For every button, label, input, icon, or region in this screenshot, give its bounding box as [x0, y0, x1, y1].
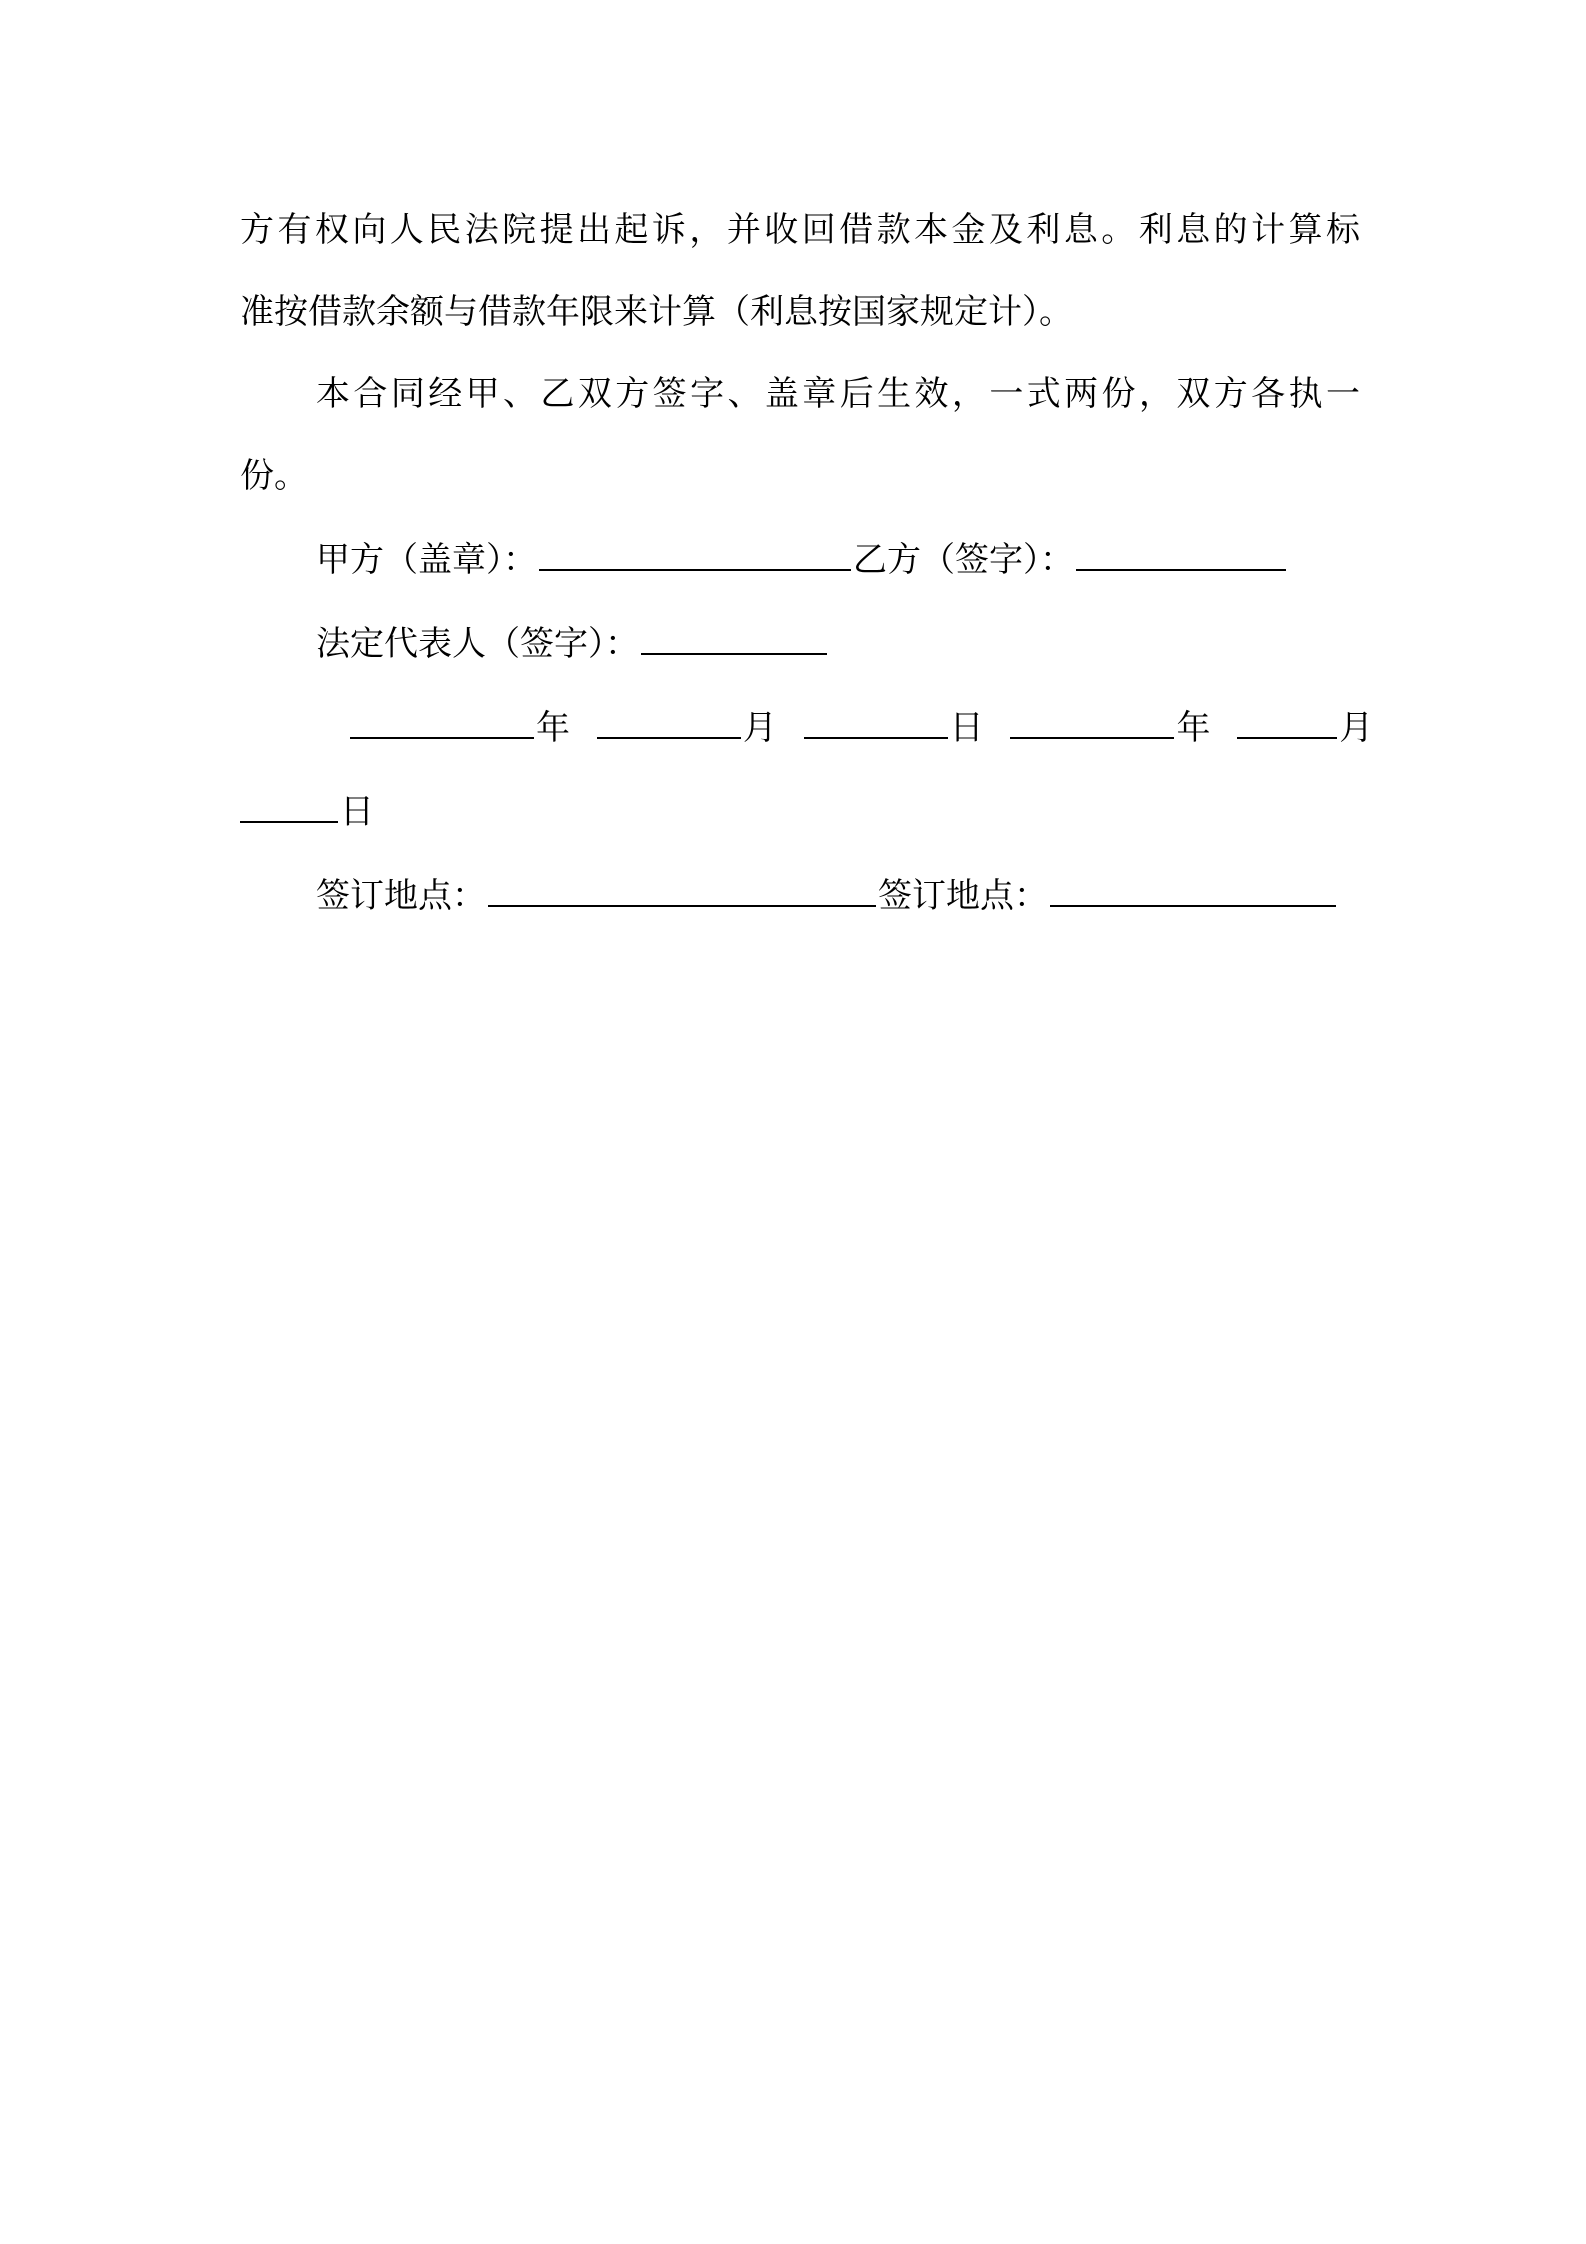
paragraph-effect-line-2: 份。: [240, 456, 308, 496]
party-b-year-blank[interactable]: [1010, 699, 1174, 739]
date-row-continuation: [240, 782, 1360, 842]
party-b-sign-blank[interactable]: [1076, 531, 1286, 571]
paragraph-continuation-line-2: 准按借款余额与借款年限来计算（利息按国家规定计）。: [240, 292, 1073, 332]
party-a-year-blank[interactable]: [350, 699, 534, 739]
party-b-month-label: 月: [1339, 708, 1374, 748]
paragraph-effect-line-1: 本合同经甲、乙双方签字、盖章后生效，一式两份，双方各执一: [316, 374, 1360, 414]
party-a-year-label: 年: [536, 708, 570, 748]
party-b-day-blank[interactable]: [240, 783, 338, 823]
place-b-blank[interactable]: [1050, 867, 1336, 907]
party-a-day-blank[interactable]: [804, 699, 948, 739]
place-a-blank[interactable]: [488, 867, 876, 907]
signing-place-row: [316, 866, 1360, 926]
party-a-day-label: 日: [949, 708, 984, 748]
party-signature-row: [316, 530, 1360, 590]
party-b-month-blank[interactable]: [1237, 699, 1337, 739]
party-b-label: 乙方（签字）：: [853, 540, 1074, 580]
date-row: [348, 698, 1374, 758]
party-b-day-label: 日: [340, 792, 374, 832]
party-a-month-label: 月: [742, 708, 777, 748]
legal-rep-sign-blank[interactable]: [641, 615, 827, 655]
place-a-label: 签订地点：: [316, 876, 486, 916]
legal-representative-row: [316, 614, 1360, 674]
legal-rep-label: 法定代表人（签字）：: [316, 624, 639, 664]
party-b-year-label: 年: [1176, 708, 1211, 748]
place-b-label: 签订地点：: [878, 876, 1048, 916]
party-a-label: 甲方（盖章）：: [316, 540, 537, 580]
party-a-seal-blank[interactable]: [539, 531, 851, 571]
paragraph-continuation-line-1: 方有权向人民法院提出起诉，并收回借款本金及利息。利息的计算标: [240, 210, 1360, 250]
party-a-month-blank[interactable]: [597, 699, 741, 739]
